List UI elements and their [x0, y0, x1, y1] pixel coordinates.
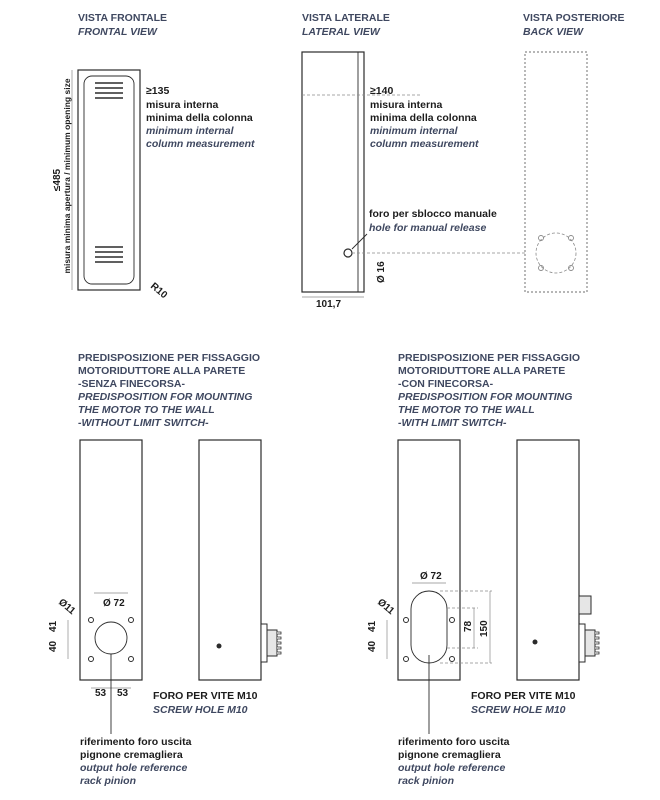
opening-size-label: misura minima apertura / minimum opening size: [62, 78, 72, 274]
back-title: VISTA POSTERIORE: [523, 12, 625, 24]
right-dim-slot-total: 150: [479, 620, 490, 637]
left-screw-hole: [217, 644, 222, 649]
release-hole-note: foro per sblocco manuale: [369, 208, 497, 220]
left-dim-v1: 40: [48, 640, 59, 652]
frontal-dim-top: ≥135: [146, 85, 170, 97]
left-side-bracket: [261, 624, 281, 662]
mounting-with-limit-switch: [367, 352, 599, 787]
left-heading-2: MOTORIDUTTORE ALLA PARETE: [78, 365, 246, 377]
left-ref-en-2: rack pinion: [80, 775, 137, 787]
lateral-note-en-1: minimum internal: [370, 125, 458, 137]
frontal-note-1: misura interna: [146, 99, 219, 111]
left-center-dia: Ø 72: [103, 598, 125, 609]
frontal-note-2: minima della colonna: [146, 112, 253, 124]
left-ref-1: riferimento foro uscita: [80, 736, 192, 748]
left-heading-en-2: THE MOTOR TO THE WALL: [78, 404, 215, 416]
left-column-side: [199, 440, 261, 680]
lateral-note-1: misura interna: [370, 99, 443, 111]
release-hole: [344, 249, 352, 257]
right-heading-en-2: THE MOTOR TO THE WALL: [398, 404, 535, 416]
right-column-front: [398, 440, 460, 680]
lateral-note-en-2: column measurement: [370, 138, 479, 150]
lateral-title-en: LATERAL VIEW: [302, 26, 380, 38]
back-hole-pattern: [536, 233, 576, 273]
depth-dim: 101,7: [316, 299, 342, 310]
right-dim-v2: 41: [367, 620, 378, 632]
frontal-note-en-2: column measurement: [146, 138, 255, 150]
lateral-view: [302, 12, 525, 310]
right-heading-3: -CON FINECORSA-: [398, 378, 494, 390]
right-ref-en-2: rack pinion: [398, 775, 455, 787]
back-title-en: BACK VIEW: [523, 26, 584, 38]
height-dim: ≤485: [52, 168, 63, 192]
back-view: [523, 12, 625, 292]
left-dim-h1: 53: [95, 688, 107, 699]
lateral-title: VISTA LATERALE: [302, 12, 390, 24]
left-ref-en-1: output hole reference: [80, 762, 188, 774]
right-dim-slot: 78: [463, 620, 474, 632]
right-ref-2: pignone cremagliera: [398, 749, 501, 761]
right-side-bracket: [579, 596, 599, 662]
right-dim-v1: 40: [367, 640, 378, 652]
right-heading-1: PREDISPOSIZIONE PER FISSAGGIO: [398, 352, 581, 364]
left-screw-label-en: SCREW HOLE M10: [153, 704, 248, 716]
back-mount-holes: [539, 236, 574, 271]
left-heading-en-3: -WITHOUT LIMIT SWITCH-: [78, 417, 209, 429]
right-ref-en-1: output hole reference: [398, 762, 506, 774]
right-ref-1: riferimento foro uscita: [398, 736, 510, 748]
left-heading-3: -SENZA FINECORSA-: [78, 378, 185, 390]
right-screw-label: FORO PER VITE M10: [471, 690, 576, 702]
right-heading-2: MOTORIDUTTORE ALLA PARETE: [398, 365, 566, 377]
left-hole-dia: Ø11: [56, 596, 78, 618]
left-column-front: [80, 440, 142, 680]
frontal-title-en: FRONTAL VIEW: [78, 26, 157, 38]
right-heading-en-1: PREDISPOSITION FOR MOUNTING: [398, 391, 573, 403]
column-back-body: [525, 52, 587, 292]
left-screw-label: FORO PER VITE M10: [153, 690, 258, 702]
frontal-view: [52, 12, 255, 301]
mounting-without-limit-switch: [48, 352, 281, 787]
frontal-title: VISTA FRONTALE: [78, 12, 168, 24]
release-hole-note-en: hole for manual release: [369, 222, 487, 234]
radius-label: R10: [148, 280, 170, 302]
frontal-note-en-1: minimum internal: [146, 125, 234, 137]
left-heading-en-1: PREDISPOSITION FOR MOUNTING: [78, 391, 253, 403]
right-heading-en-3: -WITH LIMIT SWITCH-: [398, 417, 507, 429]
left-dim-v2: 41: [48, 620, 59, 632]
lateral-note-2: minima della colonna: [370, 112, 477, 124]
column-side-body: [302, 52, 364, 292]
right-screw-hole: [533, 640, 538, 645]
right-hole-dia: Ø11: [375, 596, 397, 618]
left-heading-1: PREDISPOSIZIONE PER FISSAGGIO: [78, 352, 261, 364]
right-screw-label-en: SCREW HOLE M10: [471, 704, 566, 716]
lateral-dim-top: ≥140: [370, 85, 394, 97]
left-ref-2: pignone cremagliera: [80, 749, 183, 761]
right-column-side: [517, 440, 579, 680]
left-dim-h2: 53: [117, 688, 129, 699]
release-hole-dia: Ø 16: [376, 261, 387, 283]
right-center-dia: Ø 72: [420, 571, 442, 582]
